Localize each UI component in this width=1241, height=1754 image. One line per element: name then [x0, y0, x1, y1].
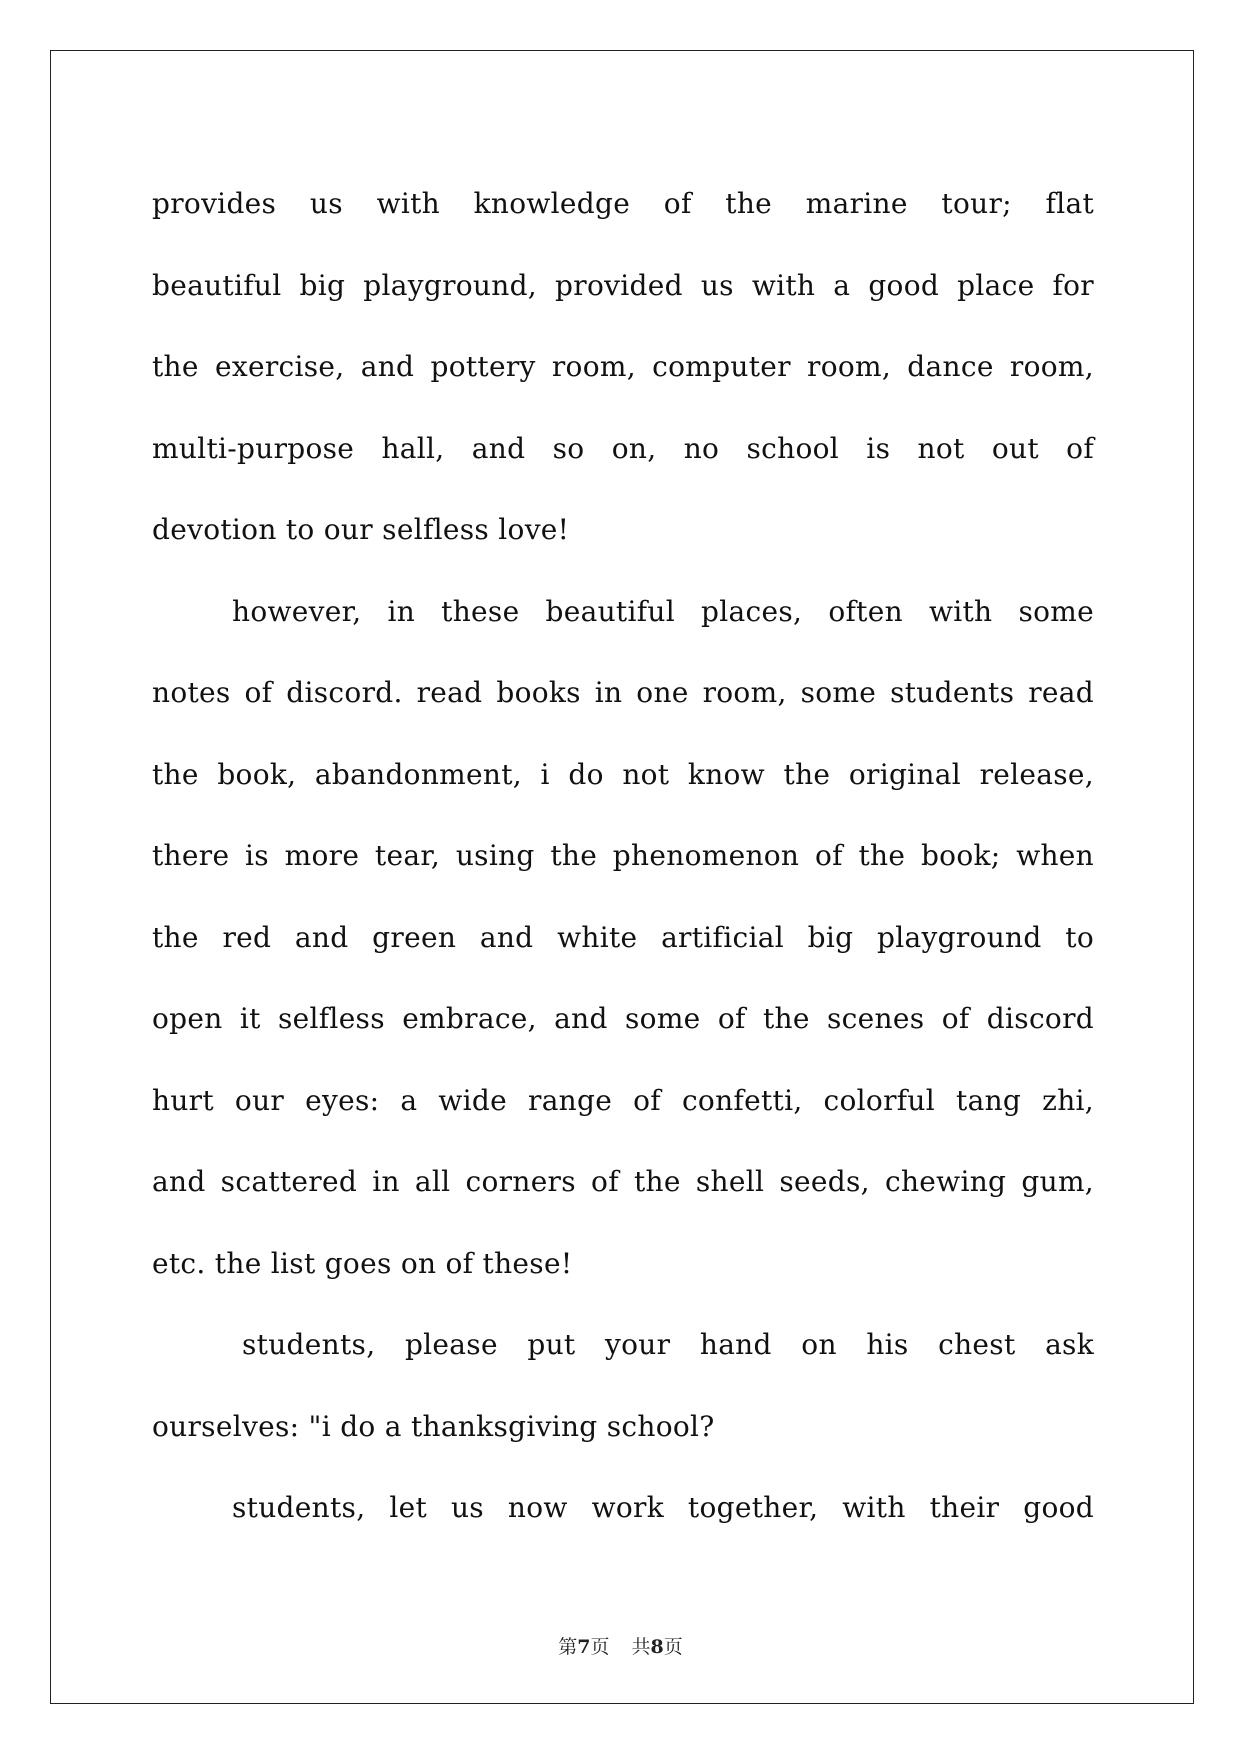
text-line-2: beautiful big playground, provided us with a good place for [152, 268, 1094, 302]
footer-page-suffix: 页 [590, 1636, 610, 1658]
footer-total-prefix: 共 [631, 1636, 651, 1658]
text-line-9: there is more tear, using the phenomenon of the book; when [152, 839, 1094, 872]
text-line-6: however, in these beautiful places, often with some [232, 594, 1094, 628]
text-line-14: etc. the list goes on of these! [152, 1246, 573, 1280]
text-line-7: notes of discord. read books in one room, some students read [152, 676, 1094, 709]
text-line-11: open it selfless embrace, and some of the scenes of discord [152, 1002, 1094, 1035]
text-line-4: multi-purpose hall, and so on, no school is not out of [152, 431, 1094, 465]
text-line-15: students, please put your hand on his chest ask [242, 1328, 1094, 1361]
text-line-3: the exercise, and pottery room, computer room, dance room, [152, 350, 1094, 383]
footer-total-suffix: 页 [663, 1636, 683, 1658]
footer-prefix: 第 [558, 1636, 578, 1658]
text-line-1: provides us with knowledge of the marine tour; flat [152, 187, 1094, 220]
page-footer [0, 1632, 1241, 1659]
text-line-13: and scattered in all corners of the shell seeds, chewing gum, [152, 1165, 1094, 1198]
text-line-5: devotion to our selfless love! [152, 513, 570, 546]
current-page-number: 7 [577, 1636, 591, 1658]
text-line-10: the red and green and white artificial big playground to [152, 920, 1094, 954]
text-line-8: the book, abandonment, i do not know the original release, [152, 757, 1094, 791]
text-line-17: students, let us now work together, with their good [232, 1491, 1094, 1524]
document-body [152, 163, 1094, 1549]
text-line-12: hurt our eyes: a wide range of confetti, colorful tang zhi, [152, 1083, 1094, 1117]
text-line-16: ourselves: "i do a thanksgiving school? [152, 1409, 715, 1443]
total-pages-number: 8 [650, 1636, 664, 1658]
